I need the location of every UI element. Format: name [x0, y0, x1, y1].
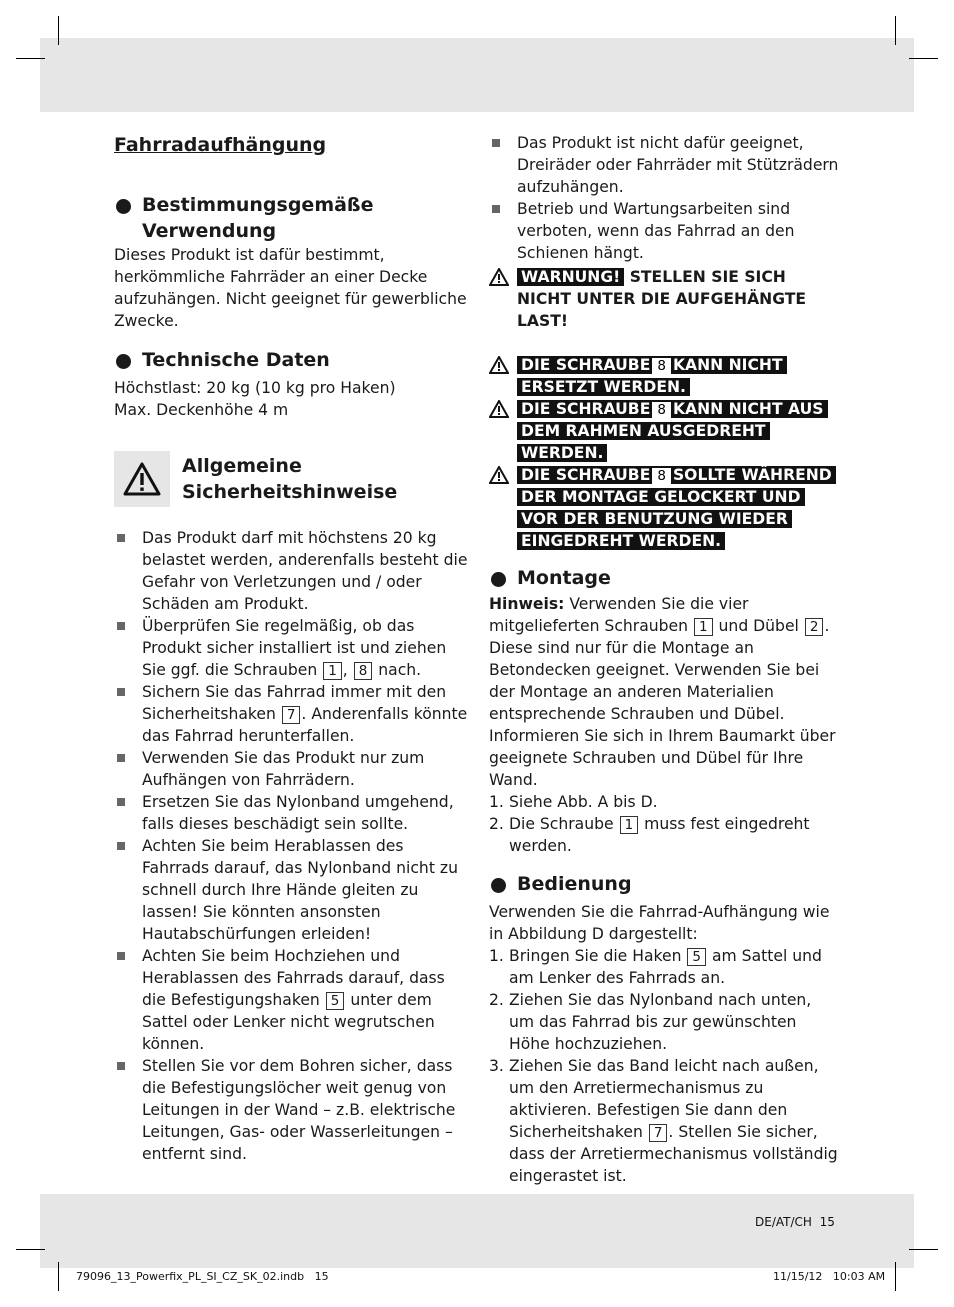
list-item: Das Produkt ist nicht dafür geeignet, Dreiräder oder Fahrräder mit Stützrädern aufzuhängen. — [489, 132, 841, 198]
list-item: Ersetzen Sie das Nylonband umgehend, falls dieses beschädigt sein sollte. — [114, 791, 469, 835]
safety-list-cont — [489, 132, 841, 264]
list-item: 2. Ziehen Sie das Nylonband nach unten, um das Fahrrad bis zur gewünschten Höhe hochzuziehen. — [489, 991, 812, 1053]
part-ref: 5 — [687, 948, 706, 966]
list-item: Betrieb und Wartungsarbeiten sind verboten, wenn das Fahrrad an den Schienen hängt. — [489, 198, 841, 264]
list-item: Das Produkt darf mit höchstens 20 kg belastet werden, anderenfalls besteht die Gefahr von Verletzungen und / oder Schäden am Produkt. — [114, 527, 469, 615]
list-item: Achten Sie beim Hochziehen und Herablassen des Fahrrads darauf, dass die Befestigungshaken 5 unter dem Sattel oder Lenker nicht wegrutschen können. — [114, 945, 469, 1055]
crop-mark — [16, 58, 45, 59]
montage-heading: Montage — [489, 565, 841, 591]
left-column — [114, 132, 469, 1165]
intended-use-text: Dieses Produkt ist dafür bestimmt, herkömmliche Fahrräder an einer Decke aufzuhängen. Nicht geeignet für gewerbliche Zwecke. — [114, 246, 467, 330]
print-slug-file: 79096_13_Powerfix_PL_SI_CZ_SK_02.indb 15 — [76, 1270, 329, 1283]
right-column — [489, 132, 841, 1187]
safety-list — [114, 527, 469, 1165]
part-ref: 8 — [652, 402, 671, 419]
list-item: Verwenden Sie das Produkt nur zum Aufhängen von Fahrrädern. — [114, 747, 469, 791]
footer-band — [40, 1194, 914, 1268]
part-ref: 5 — [326, 992, 345, 1010]
list-item: 1. Bringen Sie die Haken 5 am Sattel und am Lenker des Fahrrads an. — [489, 947, 822, 987]
tech-heading: Technische Daten — [114, 347, 469, 373]
list-item: 2. Die Schraube 1 muss fest eingedreht werden. — [489, 815, 810, 855]
list-item: Stellen Sie vor dem Bohren sicher, dass die Befestigungslöcher weit genug von Leitungen in der Wand – z.B. elektrische Leitungen, Gas- oder Wasserleitungen – entfernt sind. — [114, 1055, 469, 1165]
crop-mark — [58, 1262, 59, 1291]
warning-block: WARNUNG! STELLEN SIE SICH NICHT UNTER DIE AUFGEHÄNGTE LAST! — [489, 266, 841, 332]
bullet-dot-icon — [491, 878, 506, 893]
crop-mark — [909, 58, 938, 59]
list-item: 3. Ziehen Sie das Band leicht nach außen, um den Arretiermechanismus zu aktivieren. Befestigen Sie dann den Sicherheitshaken 7 . Stellen Sie sicher, dass der Arretiermechanismus vollständig eingerastet ist. — [489, 1057, 838, 1185]
bullet-dot-icon — [116, 354, 131, 369]
warning-block: DIE SCHRAUBE 8 SOLLTE WÄHREND DER MONTAGE GELOCKERT UND VOR DER BENUTZUNG WIEDER EINGEDREHT WERDEN. — [489, 464, 841, 552]
bedienung-intro: Verwenden Sie die Fahrrad-Aufhängung wie in Abbildung D dargestellt: — [489, 903, 830, 943]
montage-hint: Hinweis: Verwenden Sie die vier mitgelieferten Schrauben 1 und Dübel 2 . Diese sind nur für die Montage an Betondecken geeignet. Verwenden Sie bei der Montage an anderen Materialien entsprechende Schrauben und Dübel. Informieren Sie sich in Ihrem Baumarkt über geeignete Schrauben und Dübel für Ihre Wand. — [489, 595, 836, 789]
warning-triangle-icon — [489, 268, 509, 286]
safety-heading: Allgemeine Sicherheitshinweise — [114, 451, 469, 507]
warning-triangle-icon — [489, 356, 509, 374]
header-band — [40, 38, 914, 112]
part-ref: 8 — [652, 358, 671, 375]
part-ref: 2 — [805, 618, 824, 636]
part-ref: 1 — [620, 816, 639, 834]
bedienung-heading: Bedienung — [489, 871, 841, 897]
warning-block: DIE SCHRAUBE 8 KANN NICHT AUS DEM RAHMEN AUSGEDREHT WERDEN. — [489, 398, 841, 464]
list-item: 1. Siehe Abb. A bis D. — [489, 793, 658, 811]
warning-triangle-icon — [489, 400, 509, 418]
bullet-dot-icon — [491, 572, 506, 587]
list-item: Überprüfen Sie regelmäßig, ob das Produkt sicher installiert ist und ziehen Sie ggf. die Schrauben 1 , 8 nach. — [114, 615, 469, 681]
part-ref: 7 — [282, 706, 301, 724]
print-slug-date: 11/15/12 10:03 AM — [773, 1270, 886, 1283]
part-ref: 8 — [652, 468, 671, 485]
page-title: Fahrradaufhängung — [114, 134, 327, 156]
tech-max-height: Max. Deckenhöhe 4 m — [114, 401, 289, 419]
part-ref: 1 — [694, 618, 713, 636]
warning-triangle-icon — [114, 451, 170, 507]
crop-mark — [909, 1249, 938, 1250]
crop-mark — [895, 1262, 896, 1291]
warning-block: DIE SCHRAUBE 8 KANN NICHT ERSETZT WERDEN. — [489, 354, 841, 398]
tech-max-load: Höchstlast: 20 kg (10 kg pro Haken) — [114, 379, 396, 397]
crop-mark — [58, 16, 59, 45]
warning-label: WARNUNG! — [517, 268, 624, 286]
page-number: DE/AT/CH 15 — [755, 1215, 835, 1229]
crop-mark — [16, 1249, 45, 1250]
list-item: Achten Sie beim Herablassen des Fahrrads darauf, das Nylonband nicht zu schnell durch Ihre Hände gleiten zu lassen! Sie könnten ansonsten Hautabschürfungen erleiden! — [114, 835, 469, 945]
crop-mark — [895, 16, 896, 45]
montage-steps — [489, 791, 841, 857]
bullet-dot-icon — [116, 199, 131, 214]
part-ref: 8 — [354, 662, 373, 680]
bedienung-steps — [489, 945, 841, 1187]
list-item: Sichern Sie das Fahrrad immer mit den Sicherheitshaken 7 . Anderenfalls könnte das Fahrrad herunterfallen. — [114, 681, 469, 747]
part-ref: 7 — [649, 1124, 668, 1142]
part-ref: 1 — [323, 662, 342, 680]
warning-triangle-icon — [489, 466, 509, 484]
intended-use-heading: Bestimmungsgemäße Verwendung — [114, 192, 469, 244]
